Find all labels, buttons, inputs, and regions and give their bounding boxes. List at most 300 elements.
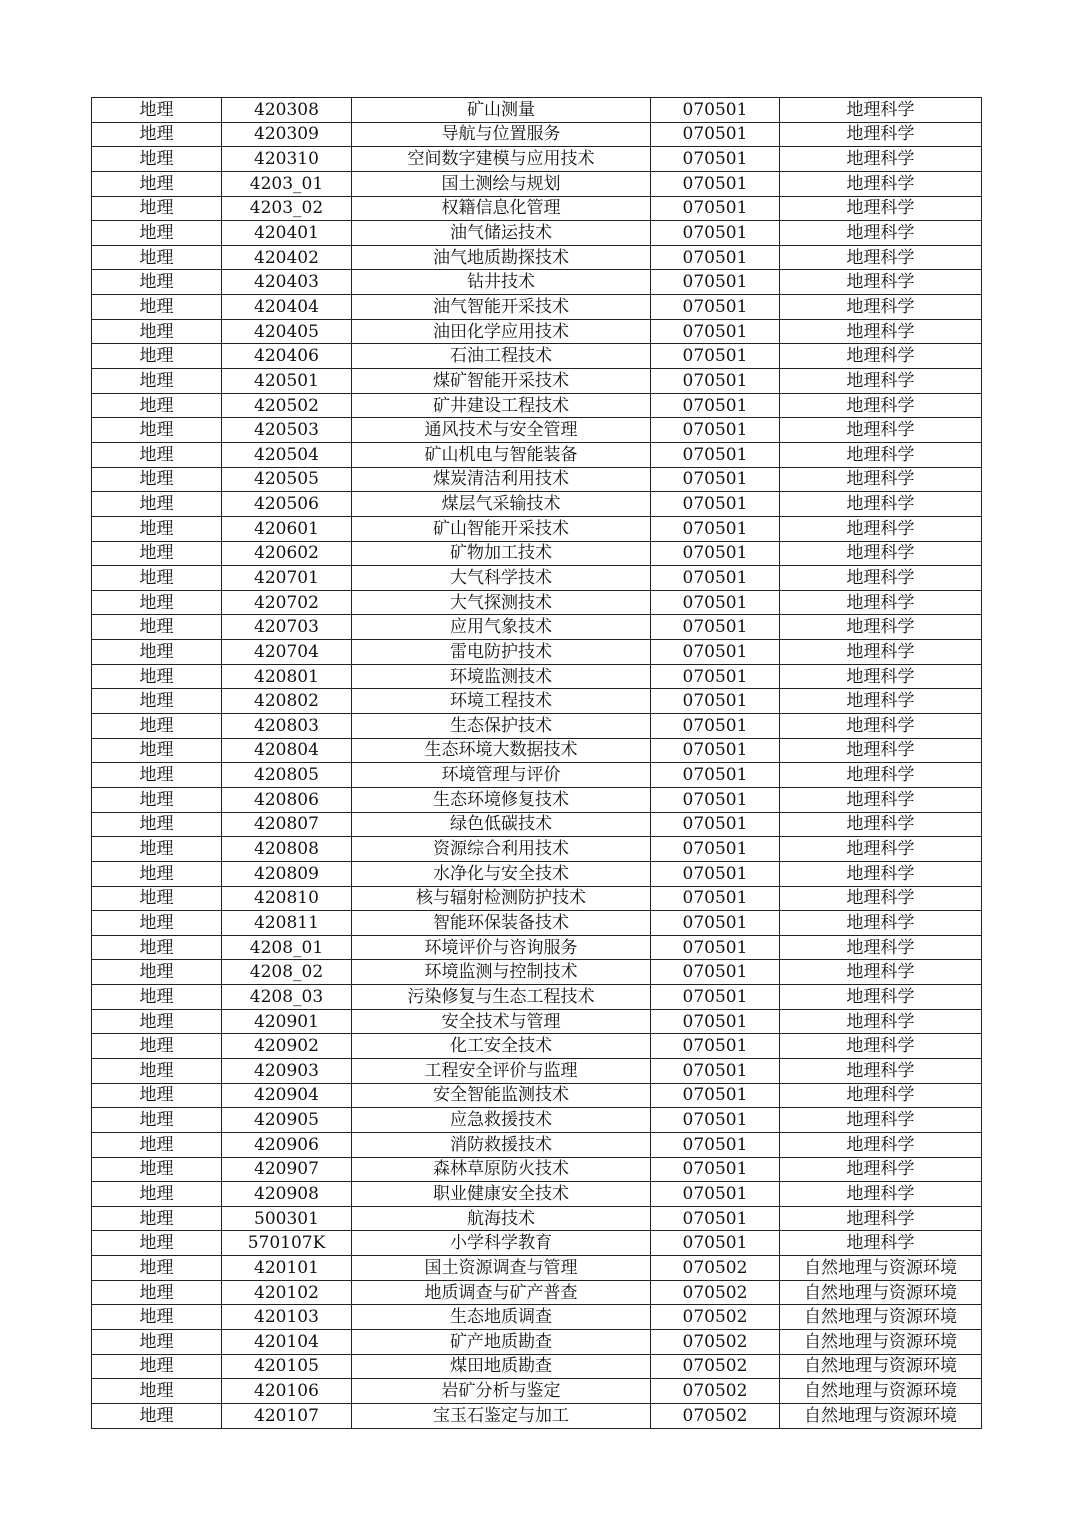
table-row: [92, 369, 982, 394]
subject-cell: 地理: [92, 147, 222, 172]
table-row: [92, 1403, 982, 1428]
discipline-code-cell: 070501: [651, 640, 780, 665]
discipline-code-cell: 070501: [651, 541, 780, 566]
discipline-code-cell: 070502: [651, 1330, 780, 1355]
discipline-name-cell: 地理科学: [780, 98, 982, 123]
discipline-code-cell: 070501: [651, 1231, 780, 1256]
major-name-cell: 环境监测技术: [352, 664, 651, 689]
table-row: [92, 1083, 982, 1108]
major-name-cell: 煤矿智能开采技术: [352, 369, 651, 394]
subject-cell: 地理: [92, 442, 222, 467]
discipline-name-cell: 地理科学: [780, 245, 982, 270]
subject-cell: 地理: [92, 1034, 222, 1059]
major-name-cell: 油气储运技术: [352, 221, 651, 246]
major-table: [91, 97, 982, 1429]
code-cell: 420503: [222, 418, 352, 443]
discipline-name-cell: 自然地理与资源环境: [780, 1379, 982, 1404]
discipline-code-cell: 070501: [651, 1034, 780, 1059]
discipline-code-cell: 070501: [651, 492, 780, 517]
major-name-cell: 地质调查与矿产普查: [352, 1280, 651, 1305]
table-row: [92, 1182, 982, 1207]
discipline-code-cell: 070501: [651, 418, 780, 443]
code-cell: 420502: [222, 393, 352, 418]
table-row: [92, 1256, 982, 1281]
code-cell: 420107: [222, 1403, 352, 1428]
table-row: [92, 1034, 982, 1059]
code-cell: 420504: [222, 442, 352, 467]
code-cell: 420402: [222, 245, 352, 270]
discipline-code-cell: 070501: [651, 935, 780, 960]
discipline-name-cell: 地理科学: [780, 861, 982, 886]
discipline-code-cell: 070501: [651, 689, 780, 714]
table-row: [92, 590, 982, 615]
table-row: [92, 1157, 982, 1182]
table-row: [92, 516, 982, 541]
code-cell: 500301: [222, 1206, 352, 1231]
major-name-cell: 矿物加工技术: [352, 541, 651, 566]
code-cell: 420810: [222, 886, 352, 911]
discipline-code-cell: 070501: [651, 861, 780, 886]
major-name-cell: 环境管理与评价: [352, 763, 651, 788]
discipline-name-cell: 地理科学: [780, 590, 982, 615]
table-row: [92, 911, 982, 936]
subject-cell: 地理: [92, 270, 222, 295]
subject-cell: 地理: [92, 590, 222, 615]
discipline-code-cell: 070501: [651, 812, 780, 837]
code-cell: 420102: [222, 1280, 352, 1305]
major-name-cell: 应用气象技术: [352, 615, 651, 640]
code-cell: 420904: [222, 1083, 352, 1108]
code-cell: 420906: [222, 1132, 352, 1157]
code-cell: 4203_01: [222, 171, 352, 196]
discipline-code-cell: 070501: [651, 837, 780, 862]
discipline-code-cell: 070501: [651, 344, 780, 369]
code-cell: 420602: [222, 541, 352, 566]
subject-cell: 地理: [92, 960, 222, 985]
subject-cell: 地理: [92, 492, 222, 517]
discipline-name-cell: 地理科学: [780, 492, 982, 517]
code-cell: 420811: [222, 911, 352, 936]
discipline-code-cell: 070502: [651, 1354, 780, 1379]
major-name-cell: 职业健康安全技术: [352, 1182, 651, 1207]
discipline-name-cell: 地理科学: [780, 985, 982, 1010]
major-name-cell: 污染修复与生态工程技术: [352, 985, 651, 1010]
subject-cell: 地理: [92, 886, 222, 911]
table-row: [92, 319, 982, 344]
discipline-code-cell: 070501: [651, 295, 780, 320]
discipline-name-cell: 地理科学: [780, 1009, 982, 1034]
subject-cell: 地理: [92, 861, 222, 886]
subject-cell: 地理: [92, 1256, 222, 1281]
code-cell: 420903: [222, 1058, 352, 1083]
discipline-code-cell: 070501: [651, 787, 780, 812]
table-row: [92, 442, 982, 467]
subject-cell: 地理: [92, 516, 222, 541]
subject-cell: 地理: [92, 1305, 222, 1330]
major-name-cell: 国土资源调查与管理: [352, 1256, 651, 1281]
discipline-name-cell: 地理科学: [780, 911, 982, 936]
table-row: [92, 689, 982, 714]
discipline-code-cell: 070501: [651, 763, 780, 788]
subject-cell: 地理: [92, 615, 222, 640]
code-cell: 420308: [222, 98, 352, 123]
discipline-name-cell: 地理科学: [780, 516, 982, 541]
subject-cell: 地理: [92, 1330, 222, 1355]
table-row: [92, 787, 982, 812]
major-name-cell: 森林草原防火技术: [352, 1157, 651, 1182]
subject-cell: 地理: [92, 221, 222, 246]
discipline-code-cell: 070501: [651, 1182, 780, 1207]
discipline-name-cell: 地理科学: [780, 664, 982, 689]
major-name-cell: 消防救援技术: [352, 1132, 651, 1157]
table-row: [92, 738, 982, 763]
discipline-code-cell: 070501: [651, 886, 780, 911]
discipline-code-cell: 070502: [651, 1379, 780, 1404]
discipline-code-cell: 070501: [651, 270, 780, 295]
code-cell: 420406: [222, 344, 352, 369]
table-row: [92, 1280, 982, 1305]
subject-cell: 地理: [92, 393, 222, 418]
major-name-cell: 油气地质勘探技术: [352, 245, 651, 270]
discipline-name-cell: 地理科学: [780, 344, 982, 369]
code-cell: 420804: [222, 738, 352, 763]
subject-cell: 地理: [92, 467, 222, 492]
major-name-cell: 核与辐射检测防护技术: [352, 886, 651, 911]
subject-cell: 地理: [92, 738, 222, 763]
major-name-cell: 煤田地质勘查: [352, 1354, 651, 1379]
code-cell: 420506: [222, 492, 352, 517]
table-row: [92, 171, 982, 196]
discipline-name-cell: 地理科学: [780, 171, 982, 196]
code-cell: 420403: [222, 270, 352, 295]
table-row: [92, 147, 982, 172]
major-name-cell: 岩矿分析与鉴定: [352, 1379, 651, 1404]
major-name-cell: 生态环境修复技术: [352, 787, 651, 812]
discipline-name-cell: 地理科学: [780, 1206, 982, 1231]
discipline-code-cell: 070501: [651, 960, 780, 985]
discipline-code-cell: 070501: [651, 467, 780, 492]
code-cell: 420808: [222, 837, 352, 862]
major-name-cell: 国土测绘与规划: [352, 171, 651, 196]
discipline-name-cell: 地理科学: [780, 1182, 982, 1207]
discipline-name-cell: 地理科学: [780, 369, 982, 394]
major-name-cell: 资源综合利用技术: [352, 837, 651, 862]
code-cell: 420802: [222, 689, 352, 714]
code-cell: 420805: [222, 763, 352, 788]
code-cell: 420105: [222, 1354, 352, 1379]
code-cell: 4208_01: [222, 935, 352, 960]
major-name-cell: 石油工程技术: [352, 344, 651, 369]
table-row: [92, 886, 982, 911]
major-name-cell: 矿山机电与智能装备: [352, 442, 651, 467]
discipline-code-cell: 070501: [651, 319, 780, 344]
discipline-name-cell: 自然地理与资源环境: [780, 1354, 982, 1379]
major-table-body: [92, 98, 982, 1429]
discipline-code-cell: 070501: [651, 196, 780, 221]
subject-cell: 地理: [92, 1231, 222, 1256]
major-name-cell: 煤炭清洁利用技术: [352, 467, 651, 492]
major-name-cell: 环境工程技术: [352, 689, 651, 714]
discipline-name-cell: 自然地理与资源环境: [780, 1330, 982, 1355]
discipline-name-cell: 地理科学: [780, 393, 982, 418]
discipline-name-cell: 地理科学: [780, 319, 982, 344]
code-cell: 420806: [222, 787, 352, 812]
major-name-cell: 安全智能监测技术: [352, 1083, 651, 1108]
table-row: [92, 566, 982, 591]
subject-cell: 地理: [92, 122, 222, 147]
subject-cell: 地理: [92, 1108, 222, 1133]
table-row: [92, 467, 982, 492]
table-row: [92, 98, 982, 123]
code-cell: 420702: [222, 590, 352, 615]
code-cell: 420101: [222, 1256, 352, 1281]
major-name-cell: 通风技术与安全管理: [352, 418, 651, 443]
major-name-cell: 油气智能开采技术: [352, 295, 651, 320]
code-cell: 420404: [222, 295, 352, 320]
subject-cell: 地理: [92, 1083, 222, 1108]
table-row: [92, 960, 982, 985]
code-cell: 420505: [222, 467, 352, 492]
discipline-code-cell: 070501: [651, 1206, 780, 1231]
discipline-name-cell: 地理科学: [780, 935, 982, 960]
discipline-code-cell: 070502: [651, 1280, 780, 1305]
major-name-cell: 水净化与安全技术: [352, 861, 651, 886]
major-name-cell: 大气探测技术: [352, 590, 651, 615]
major-name-cell: 宝玉石鉴定与加工: [352, 1403, 651, 1428]
table-row: [92, 1231, 982, 1256]
major-name-cell: 大气科学技术: [352, 566, 651, 591]
subject-cell: 地理: [92, 344, 222, 369]
discipline-name-cell: 地理科学: [780, 615, 982, 640]
major-name-cell: 油田化学应用技术: [352, 319, 651, 344]
code-cell: 420601: [222, 516, 352, 541]
major-name-cell: 权籍信息化管理: [352, 196, 651, 221]
code-cell: 420310: [222, 147, 352, 172]
discipline-name-cell: 地理科学: [780, 1034, 982, 1059]
discipline-code-cell: 070501: [651, 171, 780, 196]
subject-cell: 地理: [92, 664, 222, 689]
code-cell: 420905: [222, 1108, 352, 1133]
code-cell: 420807: [222, 812, 352, 837]
subject-cell: 地理: [92, 837, 222, 862]
discipline-name-cell: 地理科学: [780, 1231, 982, 1256]
discipline-name-cell: 地理科学: [780, 1083, 982, 1108]
major-name-cell: 绿色低碳技术: [352, 812, 651, 837]
discipline-code-cell: 070501: [651, 590, 780, 615]
subject-cell: 地理: [92, 566, 222, 591]
code-cell: 4208_03: [222, 985, 352, 1010]
discipline-code-cell: 070501: [651, 1058, 780, 1083]
code-cell: 4203_02: [222, 196, 352, 221]
discipline-name-cell: 地理科学: [780, 147, 982, 172]
table-row: [92, 763, 982, 788]
subject-cell: 地理: [92, 418, 222, 443]
table-row: [92, 1058, 982, 1083]
major-name-cell: 环境监测与控制技术: [352, 960, 651, 985]
table-row: [92, 1132, 982, 1157]
table-row: [92, 615, 982, 640]
subject-cell: 地理: [92, 245, 222, 270]
discipline-code-cell: 070501: [651, 1083, 780, 1108]
code-cell: 420309: [222, 122, 352, 147]
discipline-name-cell: 地理科学: [780, 763, 982, 788]
subject-cell: 地理: [92, 1280, 222, 1305]
discipline-name-cell: 地理科学: [780, 640, 982, 665]
code-cell: 420701: [222, 566, 352, 591]
table-row: [92, 245, 982, 270]
discipline-code-cell: 070501: [651, 1157, 780, 1182]
subject-cell: 地理: [92, 1157, 222, 1182]
discipline-code-cell: 070501: [651, 122, 780, 147]
discipline-code-cell: 070501: [651, 245, 780, 270]
table-row: [92, 393, 982, 418]
discipline-code-cell: 070502: [651, 1305, 780, 1330]
subject-cell: 地理: [92, 911, 222, 936]
discipline-code-cell: 070501: [651, 738, 780, 763]
discipline-name-cell: 地理科学: [780, 714, 982, 739]
discipline-name-cell: 地理科学: [780, 787, 982, 812]
subject-cell: 地理: [92, 319, 222, 344]
table-row: [92, 1305, 982, 1330]
subject-cell: 地理: [92, 640, 222, 665]
major-name-cell: 导航与位置服务: [352, 122, 651, 147]
table-row: [92, 492, 982, 517]
discipline-name-cell: 地理科学: [780, 221, 982, 246]
discipline-name-cell: 地理科学: [780, 1058, 982, 1083]
major-name-cell: 智能环保装备技术: [352, 911, 651, 936]
discipline-code-cell: 070501: [651, 1108, 780, 1133]
discipline-code-cell: 070501: [651, 615, 780, 640]
subject-cell: 地理: [92, 1379, 222, 1404]
subject-cell: 地理: [92, 98, 222, 123]
discipline-name-cell: 地理科学: [780, 960, 982, 985]
subject-cell: 地理: [92, 171, 222, 196]
major-name-cell: 航海技术: [352, 1206, 651, 1231]
discipline-name-cell: 地理科学: [780, 812, 982, 837]
table-row: [92, 1009, 982, 1034]
major-name-cell: 化工安全技术: [352, 1034, 651, 1059]
discipline-name-cell: 地理科学: [780, 270, 982, 295]
major-name-cell: 矿产地质勘查: [352, 1330, 651, 1355]
table-row: [92, 418, 982, 443]
table-row: [92, 640, 982, 665]
major-name-cell: 生态环境大数据技术: [352, 738, 651, 763]
discipline-name-cell: 地理科学: [780, 837, 982, 862]
code-cell: 420405: [222, 319, 352, 344]
discipline-name-cell: 地理科学: [780, 467, 982, 492]
subject-cell: 地理: [92, 1009, 222, 1034]
discipline-code-cell: 070501: [651, 98, 780, 123]
table-row: [92, 935, 982, 960]
table-row: [92, 812, 982, 837]
table-row: [92, 541, 982, 566]
discipline-code-cell: 070501: [651, 911, 780, 936]
subject-cell: 地理: [92, 1206, 222, 1231]
major-name-cell: 矿山智能开采技术: [352, 516, 651, 541]
major-name-cell: 应急救援技术: [352, 1108, 651, 1133]
subject-cell: 地理: [92, 763, 222, 788]
discipline-code-cell: 070501: [651, 985, 780, 1010]
subject-cell: 地理: [92, 295, 222, 320]
discipline-name-cell: 自然地理与资源环境: [780, 1403, 982, 1428]
table-row: [92, 1108, 982, 1133]
major-name-cell: 安全技术与管理: [352, 1009, 651, 1034]
discipline-code-cell: 070501: [651, 516, 780, 541]
discipline-code-cell: 070501: [651, 147, 780, 172]
discipline-name-cell: 地理科学: [780, 1157, 982, 1182]
subject-cell: 地理: [92, 714, 222, 739]
code-cell: 4208_02: [222, 960, 352, 985]
subject-cell: 地理: [92, 1403, 222, 1428]
discipline-code-cell: 070501: [651, 714, 780, 739]
major-name-cell: 环境评价与咨询服务: [352, 935, 651, 960]
subject-cell: 地理: [92, 1182, 222, 1207]
code-cell: 420106: [222, 1379, 352, 1404]
discipline-name-cell: 地理科学: [780, 1108, 982, 1133]
subject-cell: 地理: [92, 1132, 222, 1157]
table-row: [92, 196, 982, 221]
discipline-code-cell: 070501: [651, 393, 780, 418]
subject-cell: 地理: [92, 935, 222, 960]
discipline-code-cell: 070501: [651, 442, 780, 467]
discipline-name-cell: 地理科学: [780, 566, 982, 591]
table-row: [92, 1379, 982, 1404]
major-name-cell: 小学科学教育: [352, 1231, 651, 1256]
discipline-name-cell: 自然地理与资源环境: [780, 1280, 982, 1305]
table-row: [92, 122, 982, 147]
code-cell: 420703: [222, 615, 352, 640]
discipline-name-cell: 地理科学: [780, 541, 982, 566]
table-row: [92, 221, 982, 246]
table-row: [92, 985, 982, 1010]
discipline-code-cell: 070502: [651, 1403, 780, 1428]
discipline-code-cell: 070501: [651, 664, 780, 689]
table-row: [92, 295, 982, 320]
code-cell: 420907: [222, 1157, 352, 1182]
code-cell: 420704: [222, 640, 352, 665]
subject-cell: 地理: [92, 689, 222, 714]
discipline-name-cell: 地理科学: [780, 196, 982, 221]
major-name-cell: 生态地质调查: [352, 1305, 651, 1330]
table-row: [92, 861, 982, 886]
major-name-cell: 钻井技术: [352, 270, 651, 295]
table-row: [92, 714, 982, 739]
table-row: [92, 837, 982, 862]
table-row: [92, 270, 982, 295]
discipline-name-cell: 地理科学: [780, 295, 982, 320]
discipline-code-cell: 070501: [651, 369, 780, 394]
discipline-code-cell: 070501: [651, 1009, 780, 1034]
subject-cell: 地理: [92, 541, 222, 566]
table-row: [92, 1206, 982, 1231]
major-name-cell: 空间数字建模与应用技术: [352, 147, 651, 172]
table-row: [92, 344, 982, 369]
table-row: [92, 1354, 982, 1379]
subject-cell: 地理: [92, 1058, 222, 1083]
major-name-cell: 矿井建设工程技术: [352, 393, 651, 418]
discipline-code-cell: 070501: [651, 1132, 780, 1157]
major-name-cell: 雷电防护技术: [352, 640, 651, 665]
discipline-name-cell: 地理科学: [780, 689, 982, 714]
discipline-code-cell: 070501: [651, 566, 780, 591]
major-name-cell: 煤层气采输技术: [352, 492, 651, 517]
discipline-name-cell: 地理科学: [780, 442, 982, 467]
code-cell: 420104: [222, 1330, 352, 1355]
discipline-code-cell: 070501: [651, 221, 780, 246]
table-row: [92, 1330, 982, 1355]
subject-cell: 地理: [92, 985, 222, 1010]
major-name-cell: 生态保护技术: [352, 714, 651, 739]
